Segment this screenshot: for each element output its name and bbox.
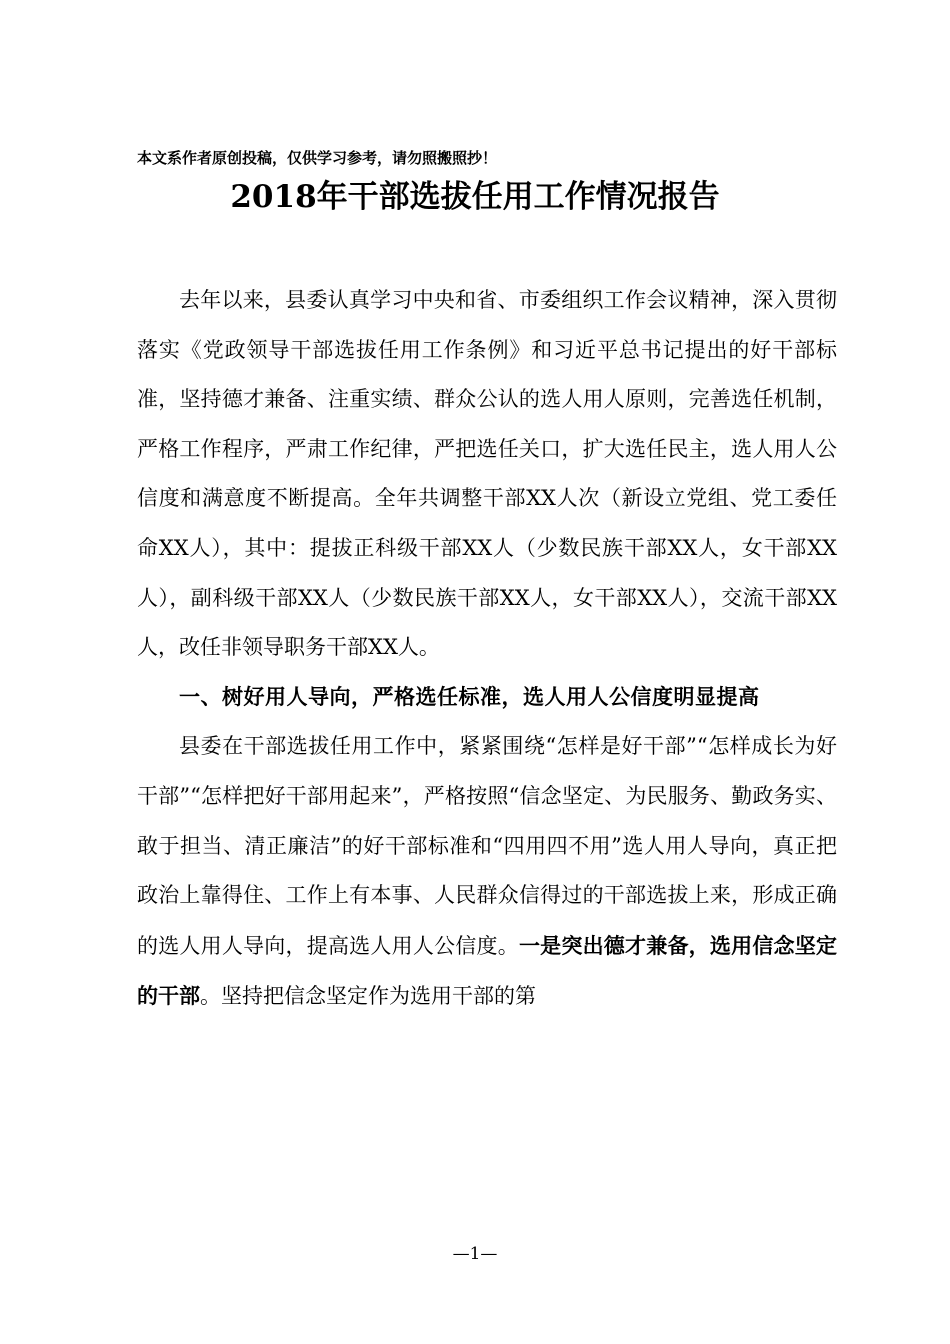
paragraph-text: 县委在干部选拔任用工作中，紧紧围绕“怎样是好干部”“怎样成长为好干部”“怎样把好干部用起来”，严格按照“信念坚定、为民服务、勤政务实、敢于担当、清正廉洁”的好干部标准和“四用四不用”选人用人导向，真正把政治上靠得住、工作上有本事、人民群众信得过的干部选拔上来，形成正确的选人用人导向，提高选人用人公信度。 <box>137 734 837 958</box>
paragraph-text: 。坚持把信念坚定作为选用干部的第 <box>200 984 536 1009</box>
paragraph-emphasis: 一是突出德才兼备，选用信念坚定的干部 <box>137 932 837 1009</box>
document-title: 2018年干部选拔任用工作情况报告 <box>230 179 720 215</box>
body-paragraph: 去年以来，县委认真学习中央和省、市委组织工作会议精神，深入贯彻落实《党政领导干部选拔任用工作条例》和习近平总书记提出的好干部标准，坚持德才兼备、注重实绩、群众公认的选人用人原则，完善选任机制，严格工作程序，严肃工作纪律，严把选任关口，扩大选任民主，选人用人公信度和满意度不断提高。全年共调整干部XX人次（新设立党组、党工委任命XX人），其中：提拔正科级干部XX人（少数民族干部XX人，女干部XX人），副科级干部XX人（少数民族干部XX人，女干部XX人），交流干部XX人，改任非领导职务干部XX人。 <box>137 288 837 660</box>
page-number: —1— <box>452 1244 498 1264</box>
section-heading: 一、树好用人导向，严格选任标准，选人用人公信度明显提高 <box>179 684 760 709</box>
copyright-notice: 本文系作者原创投稿，仅供学习参考，请勿照搬照抄！ <box>137 149 498 167</box>
body-paragraph <box>137 722 837 1022</box>
document-body <box>137 276 837 1022</box>
